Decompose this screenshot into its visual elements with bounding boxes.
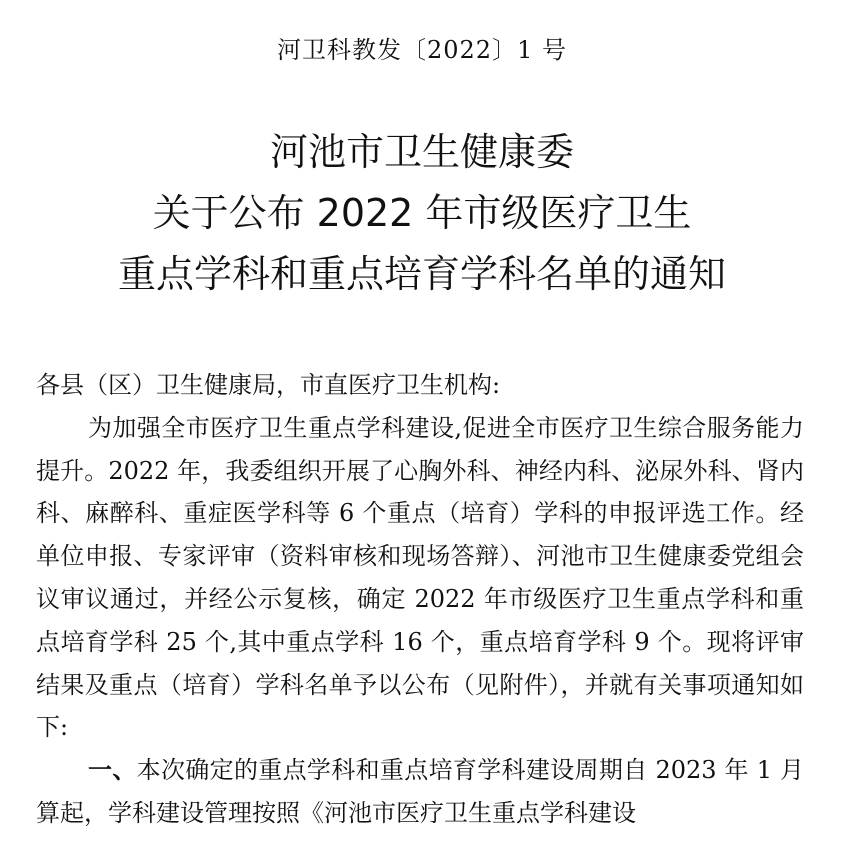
paragraph-2	[36, 749, 804, 835]
paragraph-2-text: 本次确定的重点学科和重点培育学科建设周期自 2023 年 1 月算起，学科建设管理按照《河池市医疗卫生重点学科建设	[36, 756, 804, 827]
paragraph-1: 为加强全市医疗卫生重点学科建设,促进全市医疗卫生综合服务能力提升。2022 年，我委组织开展了心胸外科、神经内科、泌尿外科、肾内科、麻醉科、重症医学科等 6 个重点（培育）学科的申报评选工作。经单位申报、专家评审（资料审核和现场答辩）、河池市卫生健康委党组会议审议通过，并经公示复核，确定 2022 年市级医疗卫生重点学科和重点培育学科 25 个,其中重点学科 16 个，重点培育学科 9 个。现将评审结果及重点（培育）学科名单予以公布（见附件），并就有关事项通知如下:	[36, 413, 804, 742]
title-line-2: 关于公布 2022 年市级医疗卫生	[152, 191, 692, 235]
section-number: 一、	[88, 755, 137, 785]
document-title	[0, 122, 844, 305]
document-number: 河卫科教发〔2022〕1 号	[277, 36, 567, 64]
title-line-3: 重点学科和重点培育学科名单的通知	[117, 252, 726, 296]
salutation: 各县（区）卫生健康局，市直医疗卫生机构:	[36, 371, 501, 399]
title-line-1: 河池市卫生健康委	[269, 130, 574, 174]
document-body	[36, 364, 804, 835]
